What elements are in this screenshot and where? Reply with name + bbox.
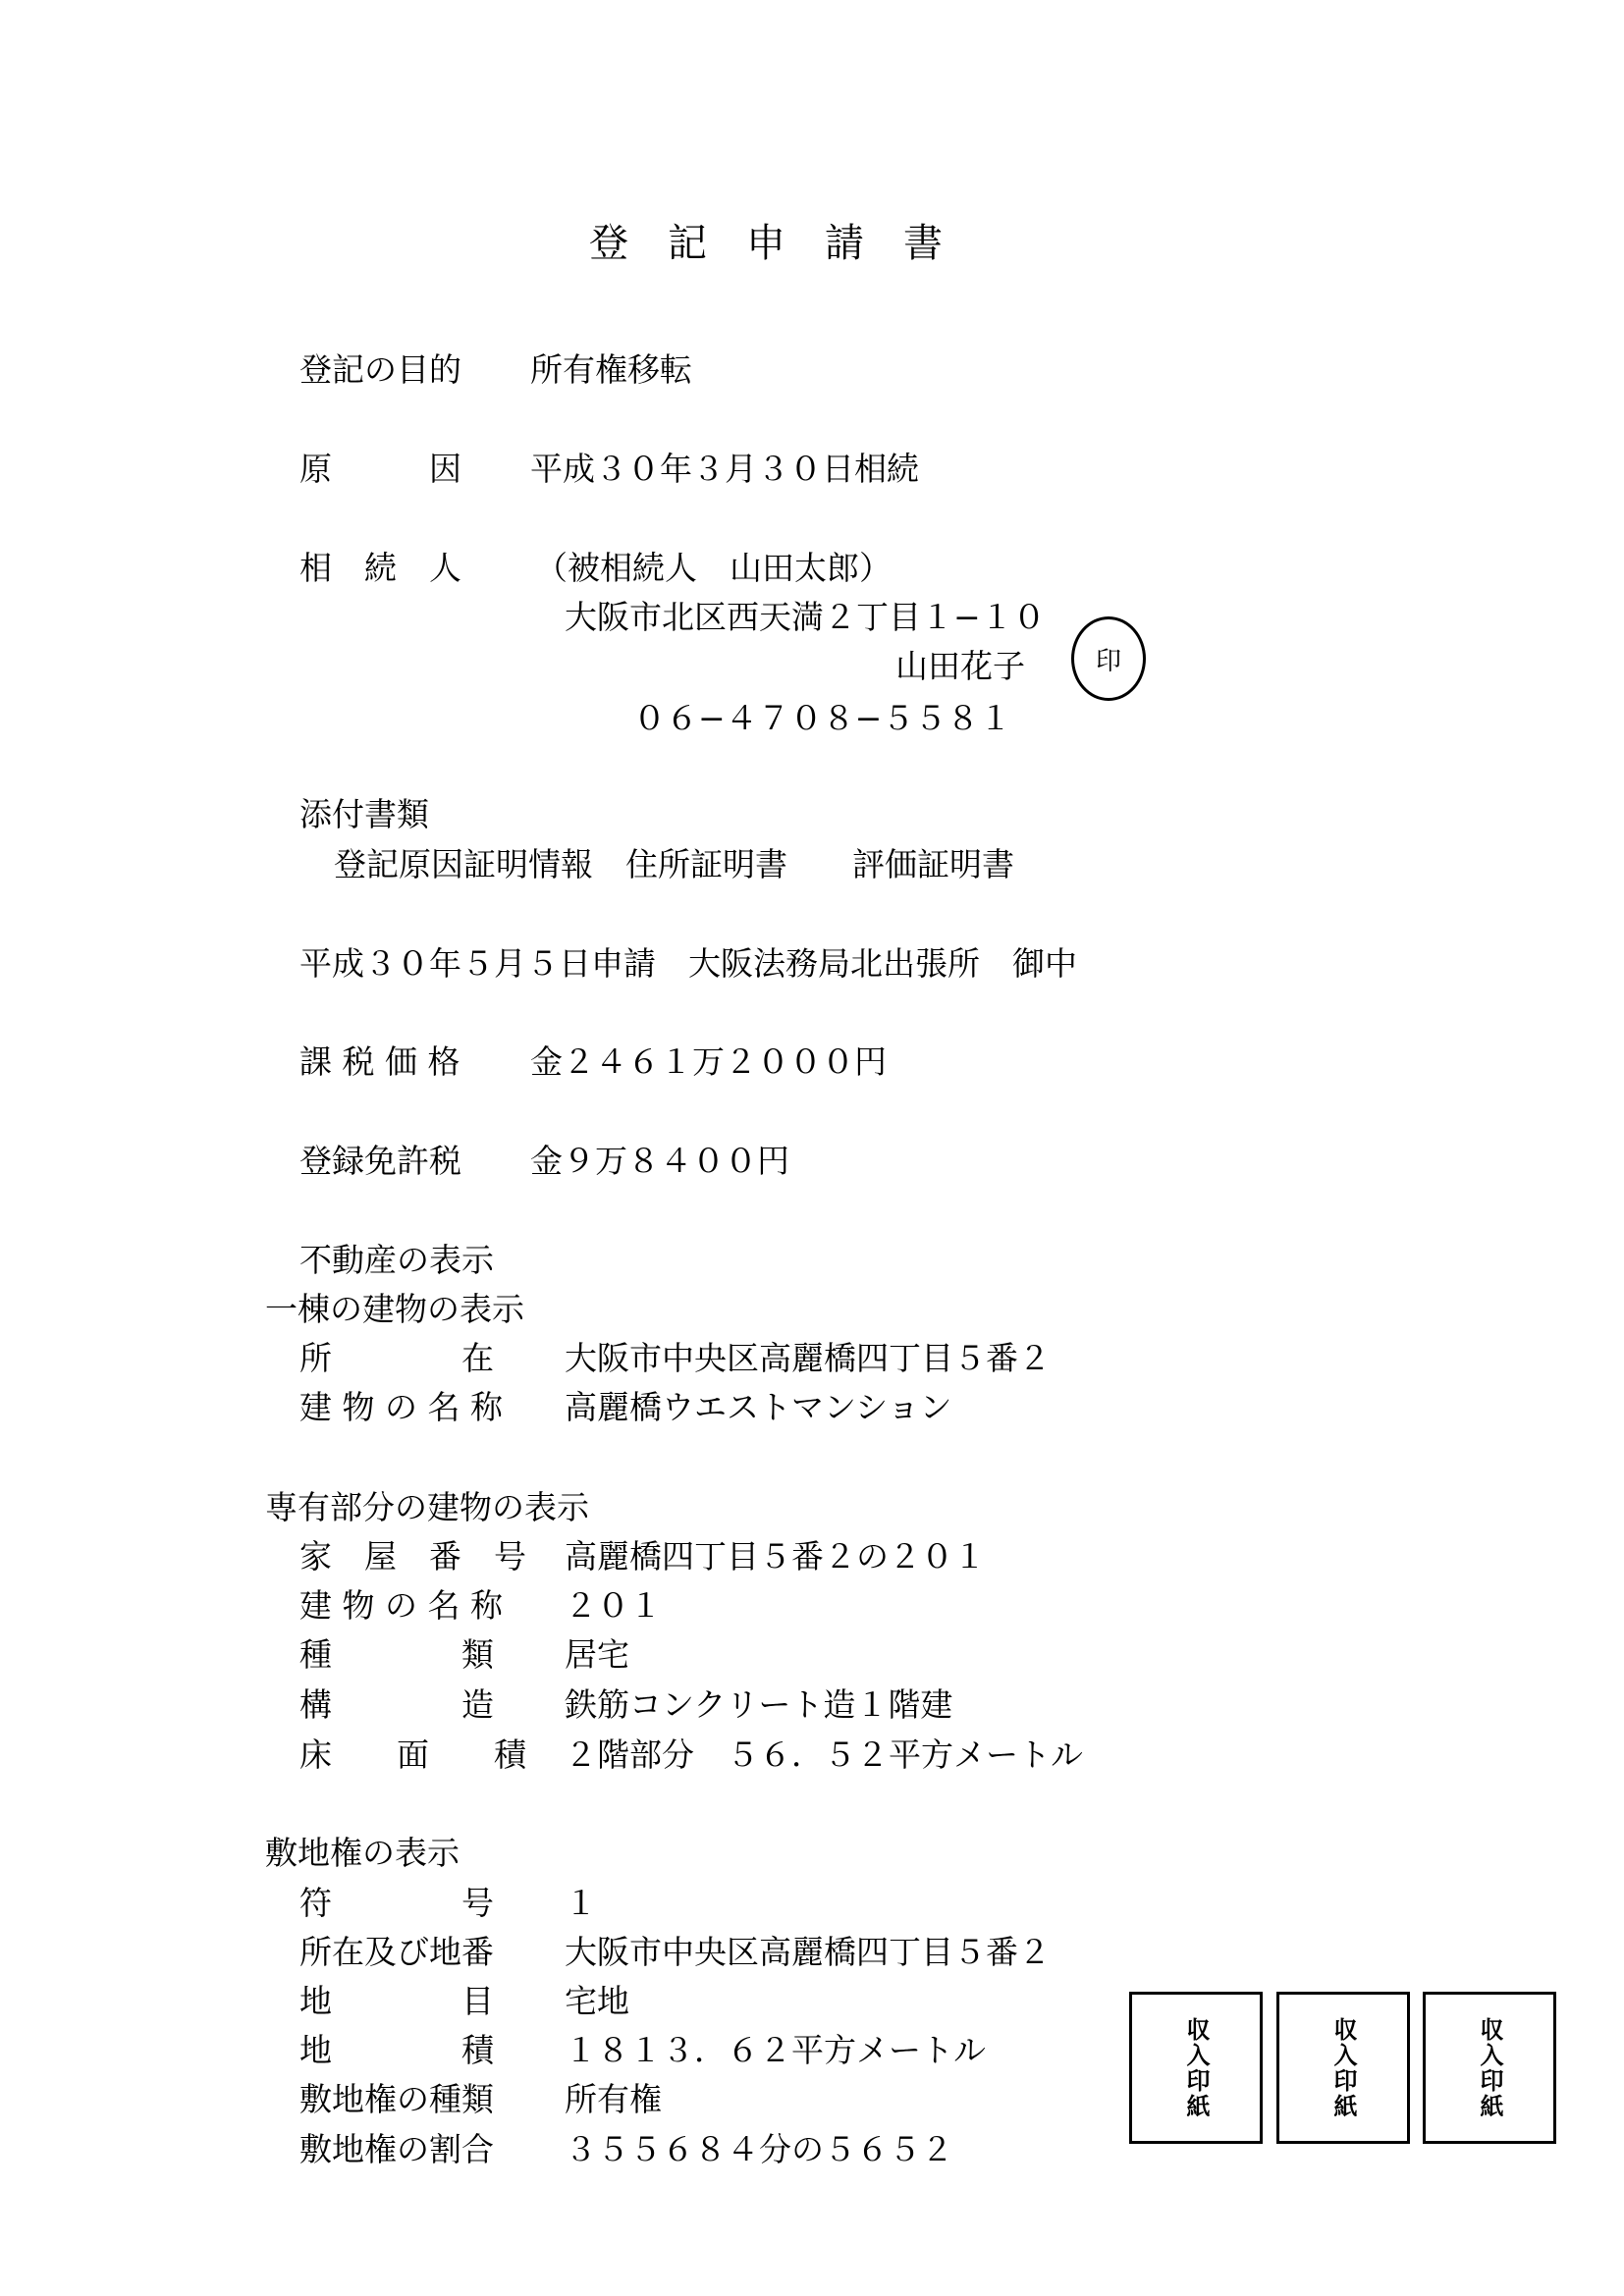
land-lot-value: 大阪市中央区高麗橋四丁目５番２ [565, 1933, 1051, 1971]
land-category-value: 宅地 [565, 1982, 629, 2020]
revenue-stamp-label: 収入印紙 [1329, 2016, 1357, 2119]
building-name-label: 建 物 の 名 称 [299, 1388, 503, 1426]
land-heading: 敷地権の表示 [265, 1834, 460, 1872]
building-name-value: 高麗橋ウエストマンション [565, 1388, 952, 1426]
revenue-stamp-box [1423, 1992, 1556, 2144]
registration-tax-value: 金９万８４００円 [530, 1142, 789, 1180]
revenue-stamp-label: 収入印紙 [1476, 2016, 1503, 2119]
land-category-label: 地 目 [299, 1982, 494, 2020]
tax-base-value: 金２４６１万２０００円 [530, 1042, 887, 1081]
unit-floor-area-label: 床 面 積 [299, 1735, 526, 1774]
unit-number-label: 家 屋 番 号 [299, 1537, 526, 1575]
right-ratio-value: ３５５６８４分の５６５２ [565, 2130, 953, 2168]
application-line: 平成３０年５月５日申請 大阪法務局北出張所 御中 [299, 944, 1077, 983]
heir-name: 山田花子 [895, 647, 1025, 685]
land-lot-label: 所在及び地番 [299, 1933, 494, 1971]
revenue-stamp-box [1129, 1992, 1263, 2144]
unit-type-label: 種 類 [299, 1635, 494, 1674]
right-type-value: 所有権 [565, 2080, 662, 2118]
unit-number-value: 高麗橋四丁目５番２の２０１ [565, 1537, 986, 1575]
building-location-label: 所 在 [299, 1339, 494, 1377]
unit-structure-value: 鉄筋コンクリート造１階建 [565, 1685, 953, 1724]
unit-name-label: 建 物 の 名 称 [299, 1586, 503, 1625]
purpose-label: 登記の目的 [299, 350, 461, 389]
revenue-stamp-box [1276, 1992, 1410, 2144]
unit-floor-area-value: ２階部分 ５６．５２平方メートル [565, 1735, 1083, 1774]
registration-tax-label: 登録免許税 [299, 1142, 461, 1180]
decedent-note: （被相続人 山田太郎） [535, 549, 892, 587]
tax-base-label: 課 税 価 格 [299, 1042, 460, 1081]
heir-address: 大阪市北区西天満２丁目１−１０ [565, 598, 1046, 636]
land-area-value: １８１３．６２平方メートル [565, 2031, 986, 2069]
attachments-label: 添付書類 [299, 795, 429, 833]
seal-label: 印 [1095, 646, 1121, 676]
unit-name-value: ２０１ [565, 1586, 662, 1625]
heir-phone: ０６−４７０８−５５８１ [633, 699, 1012, 737]
land-code-label: 符 号 [299, 1884, 494, 1922]
purpose-value: 所有権移転 [530, 350, 692, 389]
document-title: 登 記 申 請 書 [589, 221, 943, 266]
right-ratio-label: 敷地権の割合 [299, 2130, 494, 2168]
property-heading: 不動産の表示 [299, 1241, 494, 1279]
building-location-value: 大阪市中央区高麗橋四丁目５番２ [565, 1339, 1051, 1377]
unit-heading: 専有部分の建物の表示 [265, 1488, 589, 1526]
land-area-label: 地 積 [299, 2031, 494, 2069]
attachments-items: 登記原因証明情報 住所証明書 評価証明書 [334, 845, 1014, 883]
cause-value: 平成３０年３月３０日相続 [530, 450, 919, 488]
right-type-label: 敷地権の種類 [299, 2080, 494, 2118]
unit-type-value: 居宅 [565, 1635, 629, 1674]
seal-mark [1071, 616, 1146, 701]
unit-structure-label: 構 造 [299, 1685, 494, 1724]
revenue-stamp-label: 収入印紙 [1182, 2016, 1210, 2119]
heir-label: 相 続 人 [299, 549, 461, 587]
cause-label: 原 因 [299, 450, 461, 488]
building-heading: 一棟の建物の表示 [265, 1290, 524, 1328]
land-code-value: １ [565, 1884, 597, 1922]
